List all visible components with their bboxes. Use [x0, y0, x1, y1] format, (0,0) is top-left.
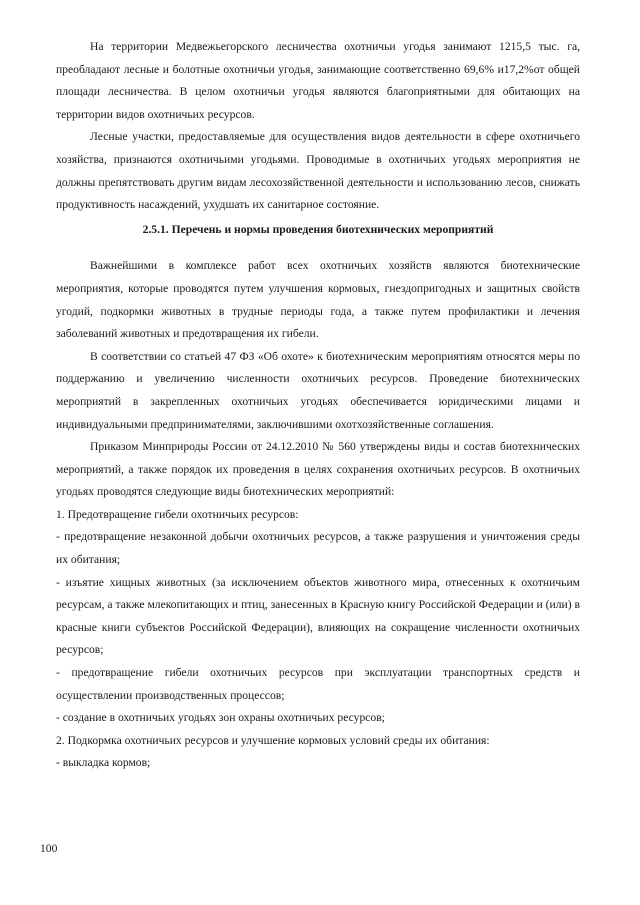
- page-number: 100: [40, 842, 58, 855]
- paragraph: Лесные участки, предоставляемые для осуществления видов деятельности в сфере охотничьего хозяйства, признаются охотничьими угодьями. Проводимые в охотничьих угодьях мероприятия не должны препятствовать другим видам лесохозяйственной деятельности и использованию лесов, снижать продуктивность насаждений, ухудшать их санитарное состояние.: [56, 130, 580, 212]
- list-item: 2. Подкормка охотничьих ресурсов и улучшение кормовых условий среды их обитания:: [56, 733, 490, 747]
- paragraph: На территории Медвежьегорского лесничества охотничьи угодья занимают 1215,5 тыс. га, преобладают лесные и болотные охотничьи угодья, занимающие соответственно 69,6% и17,2%от общей площади лесничества. В целом охотничьи угодья являются благоприятными для обитающих на территории видов охотничьих ресурсов.: [56, 40, 580, 121]
- list-item: - создание в охотничьих угодьях зон охраны охотничьих ресурсов;: [56, 711, 385, 725]
- paragraph: Приказом Минприроды России от 24.12.2010 № 560 утверждены виды и состав биотехнических мероприятий, а также порядок их проведения в целях сохранения охотничьих ресурсов. В охотничьих угодьях проводятся следующие виды биотехнических мероприятий:: [56, 440, 580, 499]
- section-heading: 2.5.1. Перечень и нормы проведения биотехнических мероприятий: [142, 222, 494, 236]
- list-item: - предотвращение гибели охотничьих ресурсов при эксплуатации транспортных средств и осуществлении производственных процессов;: [56, 666, 580, 702]
- list-item: - выкладка кормов;: [56, 756, 151, 770]
- paragraph: В соответствии со статьей 47 ФЗ «Об охоте» к биотехническим мероприятиям относятся меры по поддержанию и увеличению численности охотничьих ресурсов. Проведение биотехнических мероприятий в закрепленных охотничьих угодьях обеспечивается юридическими лицами и индивидуальными предпринимателями, заключившими охотхозяйственные соглашения.: [56, 349, 580, 431]
- paragraph: Важнейшими в комплексе работ всех охотничьих хозяйств являются биотехнические мероприятия, которые проводятся путем улучшения кормовых, гнездопригодных и защитных свойств угодий, подкормки животных в трудные периоды года, а также путем профилактики и лечения заболеваний животных и предотвращения их гибели.: [56, 259, 580, 341]
- list-item: - изъятие хищных животных (за исключением объектов животного мира, отнесенных к охотничьим ресурсам, а также млекопитающих и птиц, занесенных в Красную книгу Российской Федерации и (или) в красные книги субъектов Российской Федерации), влияющих на сокращение численности охотничьих ресурсов;: [56, 575, 580, 657]
- list-item: - предотвращение незаконной добычи охотничьих ресурсов, а также разрушения и уничтожения среды их обитания;: [56, 530, 580, 567]
- list-item: 1. Предотвращение гибели охотничьих ресурсов:: [56, 507, 299, 521]
- document-page: [56, 36, 580, 775]
